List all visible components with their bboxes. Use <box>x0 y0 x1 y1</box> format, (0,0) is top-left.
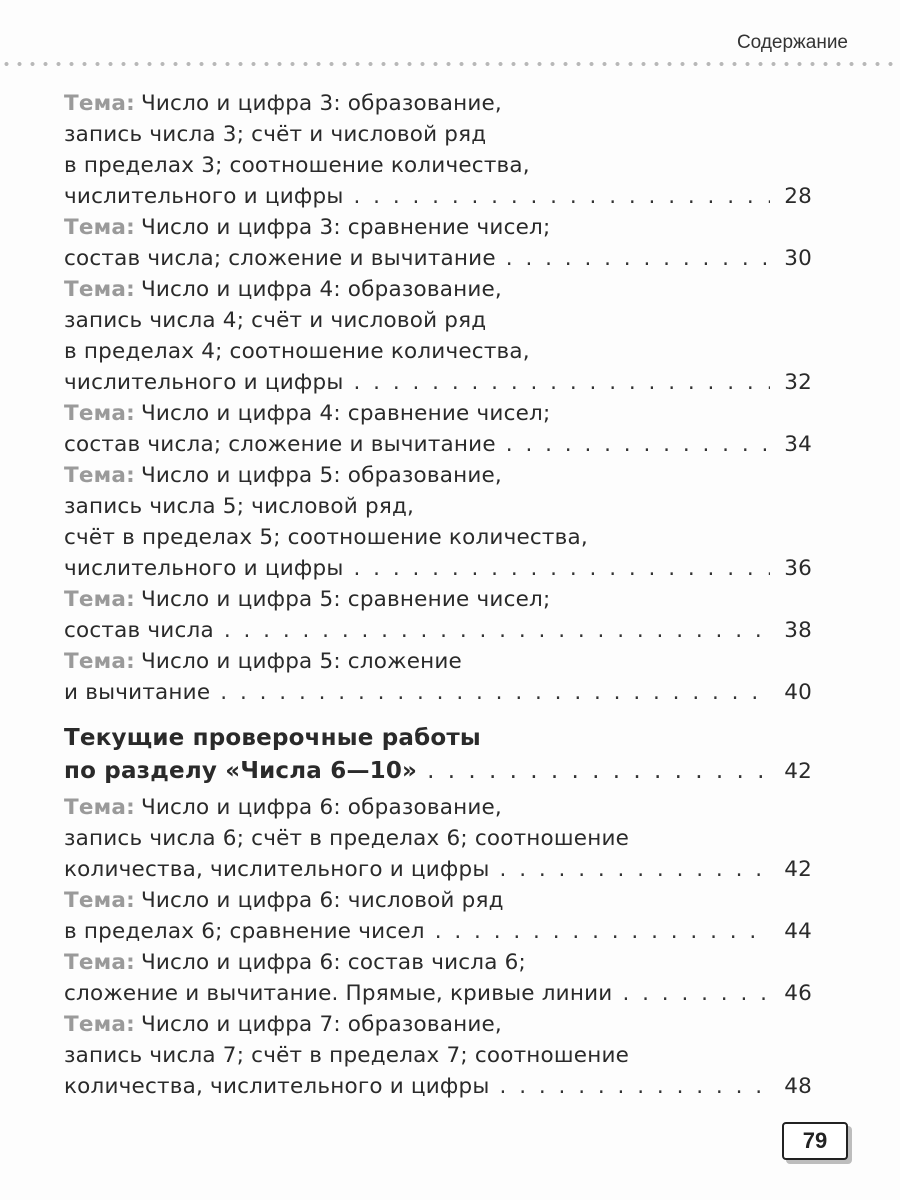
topic-label: Тема: <box>64 215 135 240</box>
entry-text-line <box>64 947 812 978</box>
entry-last-line <box>64 677 812 708</box>
topic-label: Тема: <box>64 1012 135 1037</box>
topic-label: Тема: <box>64 401 135 426</box>
entry-text-line <box>64 274 812 305</box>
entry-last-line <box>64 1071 812 1102</box>
toc-section-heading[interactable] <box>64 722 812 788</box>
entry-text: и вычитание <box>64 680 211 705</box>
dot-leader <box>427 755 770 788</box>
entry-text: состав числа <box>64 618 214 643</box>
dot-leader <box>224 615 770 646</box>
dot-leader <box>354 553 771 584</box>
dot-leader <box>622 978 770 1009</box>
entry-text: запись числа 5; числовой ряд, <box>64 494 415 519</box>
entry-text-line <box>64 88 812 119</box>
entry-text-line <box>64 823 812 854</box>
entry-text: количества, числительного и цифры <box>64 857 490 882</box>
topic-label: Тема: <box>64 463 135 488</box>
entry-text: Число и цифра 6: состав числа 6; <box>140 950 526 975</box>
entry-text-line <box>64 1009 812 1040</box>
section-title-line-1: Текущие проверочные работы <box>64 725 481 751</box>
entry-text: числительного и цифры <box>64 556 344 581</box>
entry-last-line <box>64 916 812 947</box>
page-ref: 46 <box>784 981 812 1006</box>
entry-last-line <box>64 367 812 398</box>
entry-text: числительного и цифры <box>64 184 344 209</box>
toc-entry[interactable] <box>64 1009 812 1102</box>
toc-entry[interactable] <box>64 398 812 460</box>
toc-entry[interactable] <box>64 584 812 646</box>
entry-text-line <box>64 792 812 823</box>
section-title-line-2: по разделу «Числа 6—10» <box>64 758 418 784</box>
topic-label: Тема: <box>64 91 135 116</box>
toc-entry[interactable] <box>64 947 812 1009</box>
page-ref: 42 <box>784 857 812 882</box>
page-ref: 40 <box>784 680 812 705</box>
topic-label: Тема: <box>64 795 135 820</box>
entry-last-line <box>64 429 812 460</box>
entry-text-line <box>64 150 812 181</box>
toc-entry[interactable] <box>64 460 812 584</box>
dot-leader <box>220 677 770 708</box>
page-ref: 34 <box>784 432 812 457</box>
entry-text: запись числа 3; счёт и числовой ряд <box>64 122 487 147</box>
toc-entry[interactable] <box>64 212 812 274</box>
page-ref: 48 <box>784 1074 812 1099</box>
entry-last-line <box>64 181 812 212</box>
toc-entry[interactable] <box>64 792 812 885</box>
entry-text: Число и цифра 6: образование, <box>140 795 502 820</box>
entry-last-line <box>64 978 812 1009</box>
entry-text-line <box>64 646 812 677</box>
dot-leader <box>354 367 771 398</box>
toc-entry[interactable] <box>64 88 812 212</box>
dot-leader <box>506 429 770 460</box>
entry-last-line <box>64 854 812 885</box>
entry-text: Число и цифра 6: числовой ряд <box>140 888 504 913</box>
entry-text: в пределах 4; соотношение количества, <box>64 339 530 364</box>
entry-text: Число и цифра 5: сравнение чисел; <box>140 587 551 612</box>
entry-text: в пределах 3; соотношение количества, <box>64 153 530 178</box>
dot-leader <box>500 1071 770 1102</box>
topic-label: Тема: <box>64 950 135 975</box>
entry-text-line <box>64 119 812 150</box>
table-of-contents <box>64 88 812 1102</box>
entry-text-line <box>64 460 812 491</box>
entry-text: запись числа 4; счёт и числовой ряд <box>64 308 487 333</box>
topic-label: Тема: <box>64 888 135 913</box>
entry-text: числительного и цифры <box>64 370 344 395</box>
entry-text-line <box>64 212 812 243</box>
topic-label: Тема: <box>64 587 135 612</box>
entry-text-line <box>64 398 812 429</box>
page-ref: 42 <box>784 759 812 784</box>
toc-entry[interactable] <box>64 646 812 708</box>
entry-text: состав числа; сложение и вычитание <box>64 432 496 457</box>
entry-text: количества, числительного и цифры <box>64 1074 490 1099</box>
entry-last-line <box>64 553 812 584</box>
entry-text-line <box>64 336 812 367</box>
entry-text: Число и цифра 3: образование, <box>140 91 502 116</box>
topic-label: Тема: <box>64 649 135 674</box>
page-ref: 36 <box>784 556 812 581</box>
entry-text-line <box>64 491 812 522</box>
entry-text-line <box>64 885 812 916</box>
entry-text: Число и цифра 5: образование, <box>140 463 502 488</box>
entry-text: в пределах 6; сравнение чисел <box>64 919 425 944</box>
page-ref: 30 <box>784 246 812 271</box>
entry-text-line <box>64 522 812 553</box>
entry-text: состав числа; сложение и вычитание <box>64 246 496 271</box>
entry-text-line <box>64 305 812 336</box>
entry-text-line <box>64 584 812 615</box>
entry-text: счёт в пределах 5; соотношение количества, <box>64 525 588 550</box>
entry-text: сложение и вычитание. Прямые, кривые линии <box>64 981 613 1006</box>
entry-last-line <box>64 243 812 274</box>
dot-leader <box>354 181 771 212</box>
toc-entry[interactable] <box>64 274 812 398</box>
toc-entry[interactable] <box>64 885 812 947</box>
page-ref: 44 <box>784 919 812 944</box>
page-ref: 38 <box>784 618 812 643</box>
entry-text: Число и цифра 4: сравнение чисел; <box>140 401 551 426</box>
entry-text-line <box>64 1040 812 1071</box>
page-ref: 32 <box>784 370 812 395</box>
entry-text: Число и цифра 5: сложение <box>140 649 462 674</box>
header-dotted-divider <box>0 62 900 66</box>
dot-leader <box>500 854 770 885</box>
entry-text: запись числа 7; счёт в пределах 7; соотношение <box>64 1043 630 1068</box>
page-number: 79 <box>782 1122 848 1160</box>
entry-text: Число и цифра 7: образование, <box>140 1012 502 1037</box>
entry-text: Число и цифра 4: образование, <box>140 277 502 302</box>
dot-leader <box>435 916 770 947</box>
entry-text: запись числа 6; счёт в пределах 6; соотношение <box>64 826 630 851</box>
page-header-title: Содержание <box>736 32 848 53</box>
section-title-last-line <box>64 755 812 788</box>
page-ref: 28 <box>784 184 812 209</box>
toc-group-topics-6-7 <box>64 792 812 1102</box>
topic-label: Тема: <box>64 277 135 302</box>
dot-leader <box>506 243 770 274</box>
entry-last-line <box>64 615 812 646</box>
entry-text: Число и цифра 3: сравнение чисел; <box>140 215 551 240</box>
toc-group-topics-3-5 <box>64 88 812 708</box>
